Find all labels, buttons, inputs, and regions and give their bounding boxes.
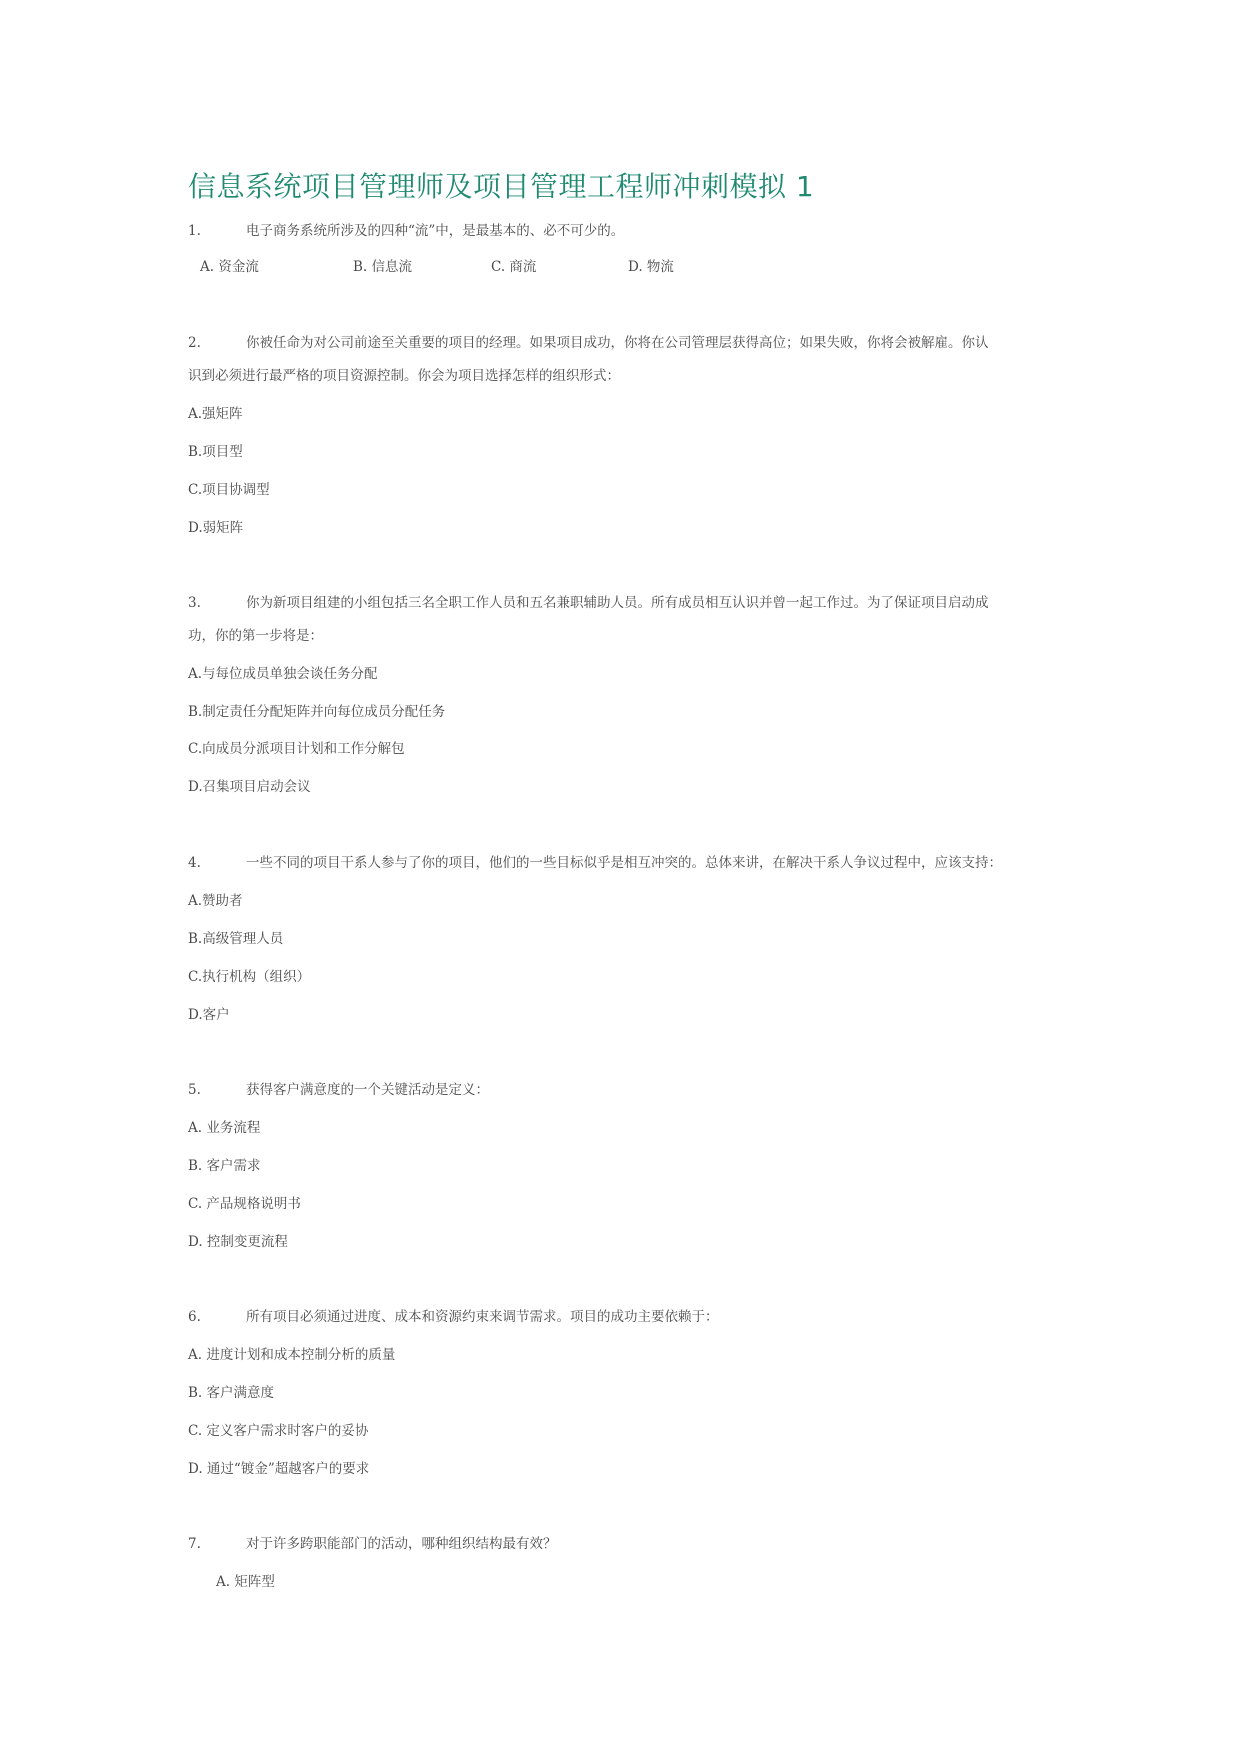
question-text-line: 你为新项目组建的小组包括三名全职工作人员和五名兼职辅助人员。所有成员相互认识并曾一起工作过。为了保证项目启动成: [246, 595, 989, 611]
question-number: 3.: [188, 595, 201, 611]
question-number: 2.: [188, 335, 201, 351]
option-c: C. 商流: [491, 259, 537, 275]
option-a: A. 矩阵型: [216, 1574, 275, 1590]
option-b: B.制定责任分配矩阵并向每位成员分配任务: [188, 704, 446, 720]
question-number: 1.: [188, 223, 201, 239]
option-d: D. 控制变更流程: [188, 1234, 288, 1250]
option-b: B. 客户满意度: [188, 1385, 275, 1401]
question-number: 4.: [188, 855, 201, 871]
option-a: A. 进度计划和成本控制分析的质量: [188, 1347, 396, 1363]
option-a: A.强矩阵: [188, 406, 243, 422]
option-c: C.执行机构（组织）: [188, 969, 311, 985]
option-d: D.召集项目启动会议: [188, 779, 311, 795]
option-d: D. 通过“镀金”超越客户的要求: [188, 1461, 370, 1477]
option-a: A. 资金流: [200, 259, 259, 275]
question-number: 7.: [188, 1536, 201, 1552]
option-c: C. 定义客户需求时客户的妥协: [188, 1423, 369, 1439]
question-text-line: 所有项目必须通过进度、成本和资源约束来调节需求。项目的成功主要依赖于：: [246, 1309, 719, 1325]
option-a: A.赞助者: [188, 893, 243, 909]
option-b: B.高级管理人员: [188, 931, 284, 947]
option-d: D.弱矩阵: [188, 520, 244, 536]
option-b: B. 信息流: [353, 259, 413, 275]
question-text-line: 获得客户满意度的一个关键活动是定义：: [246, 1082, 489, 1098]
question-text-line: 识到必须进行最严格的项目资源控制。你会为项目选择怎样的组织形式：: [188, 368, 620, 384]
question-text-line: 一些不同的项目干系人参与了你的项目，他们的一些目标似乎是相互冲突的。总体来讲，在解决干系人争议过程中，应该支持：: [246, 855, 1002, 871]
question-text-line: 对于许多跨职能部门的活动，哪种组织结构最有效？: [246, 1536, 557, 1552]
option-c: C. 产品规格说明书: [188, 1196, 301, 1212]
option-c: C.向成员分派项目计划和工作分解包: [188, 741, 405, 757]
question-text-line: 你被任命为对公司前途至关重要的项目的经理。如果项目成功，你将在公司管理层获得高位；如果失败，你将会被解雇。你认: [246, 335, 989, 351]
question-text-line: 功，你的第一步将是：: [188, 628, 323, 644]
question-number: 6.: [188, 1309, 201, 1325]
option-d: D. 物流: [628, 259, 674, 275]
option-a: A. 业务流程: [188, 1120, 261, 1136]
question-number: 5.: [188, 1082, 201, 1098]
option-a: A.与每位成员单独会谈任务分配: [188, 666, 378, 682]
document-title: 信息系统项目管理师及项目管理工程师冲刺模拟 1: [188, 170, 815, 203]
option-c: C.项目协调型: [188, 482, 270, 498]
option-d: D.客户: [188, 1007, 230, 1023]
option-b: B.项目型: [188, 444, 243, 460]
option-b: B. 客户需求: [188, 1158, 261, 1174]
question-text-line: 电子商务系统所涉及的四种“流”中，是最基本的、必不可少的。: [246, 223, 625, 239]
